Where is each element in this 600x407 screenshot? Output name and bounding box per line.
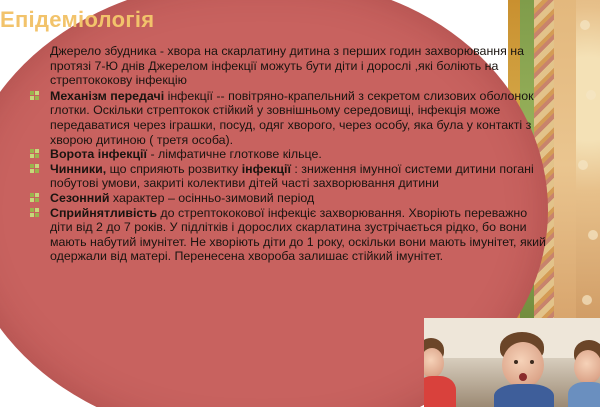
item-text-2: : зниження імунної системи дитини погані побутові умови, закриті колективи дітей часті захворювання дитини <box>50 161 534 191</box>
list-item-factors <box>28 162 552 191</box>
item-heading: Чинники, <box>50 161 107 176</box>
item-heading: Ворота інфекції <box>50 147 147 162</box>
list-item-transmission <box>28 89 552 147</box>
item-heading: Сезонний <box>50 190 110 205</box>
square-bullet-icon <box>30 208 39 217</box>
item-text: до стрептококової інфекціє захворювання. Хворіють переважно діти від 2 до 7 років. У підлітків і дорослих скарлатина зустрічається рідко, бо вони мають набутий імунітет. Не хворіють діти до 1 року, оскільки вони мають імунітет, який одержали від матері. Перенесена хвороба залишає стійкий імунітет. <box>50 205 546 264</box>
item-heading: Механізм передачі <box>50 88 165 103</box>
item-text: що сприяють розвитку <box>106 161 242 176</box>
square-bullet-icon <box>30 91 39 100</box>
square-bullet-icon <box>30 193 39 202</box>
item-text: характер – осінньо-зимовий період <box>109 190 315 205</box>
square-bullet-icon <box>30 164 39 173</box>
item-heading: Сприйнятливість <box>50 205 157 220</box>
item-text: інфекції -- повітряно-крапельний з секретом слизових оболонок глотки. Оскільки стрептокок стійкий у зовнішньому середовищі, інфекція може передаватися через іграшки, посуд, одяг хворого, через особу, яка була у контакті з хворою дитиною ( третя особа). <box>50 88 534 147</box>
item-text: - лімфатичне глоткове кільце. <box>147 147 322 162</box>
list-item-entry-gate <box>28 147 552 162</box>
list-item-susceptibility <box>28 206 552 264</box>
square-bullet-icon <box>30 149 39 158</box>
children-photo <box>424 318 600 407</box>
slide-title: Епідеміологія <box>0 7 155 32</box>
list-item-season <box>28 191 552 206</box>
slide-body <box>28 44 552 264</box>
intro-paragraph: Джерело збудника - хвора на скарлатину дитина з перших годин захворювання на протязі 7-Ю днів Джерелом інфекції можуть бути діти і дорослі ,які боліють на стрептококову інфекцію <box>50 44 525 88</box>
item-heading-2: інфекції <box>241 161 291 176</box>
